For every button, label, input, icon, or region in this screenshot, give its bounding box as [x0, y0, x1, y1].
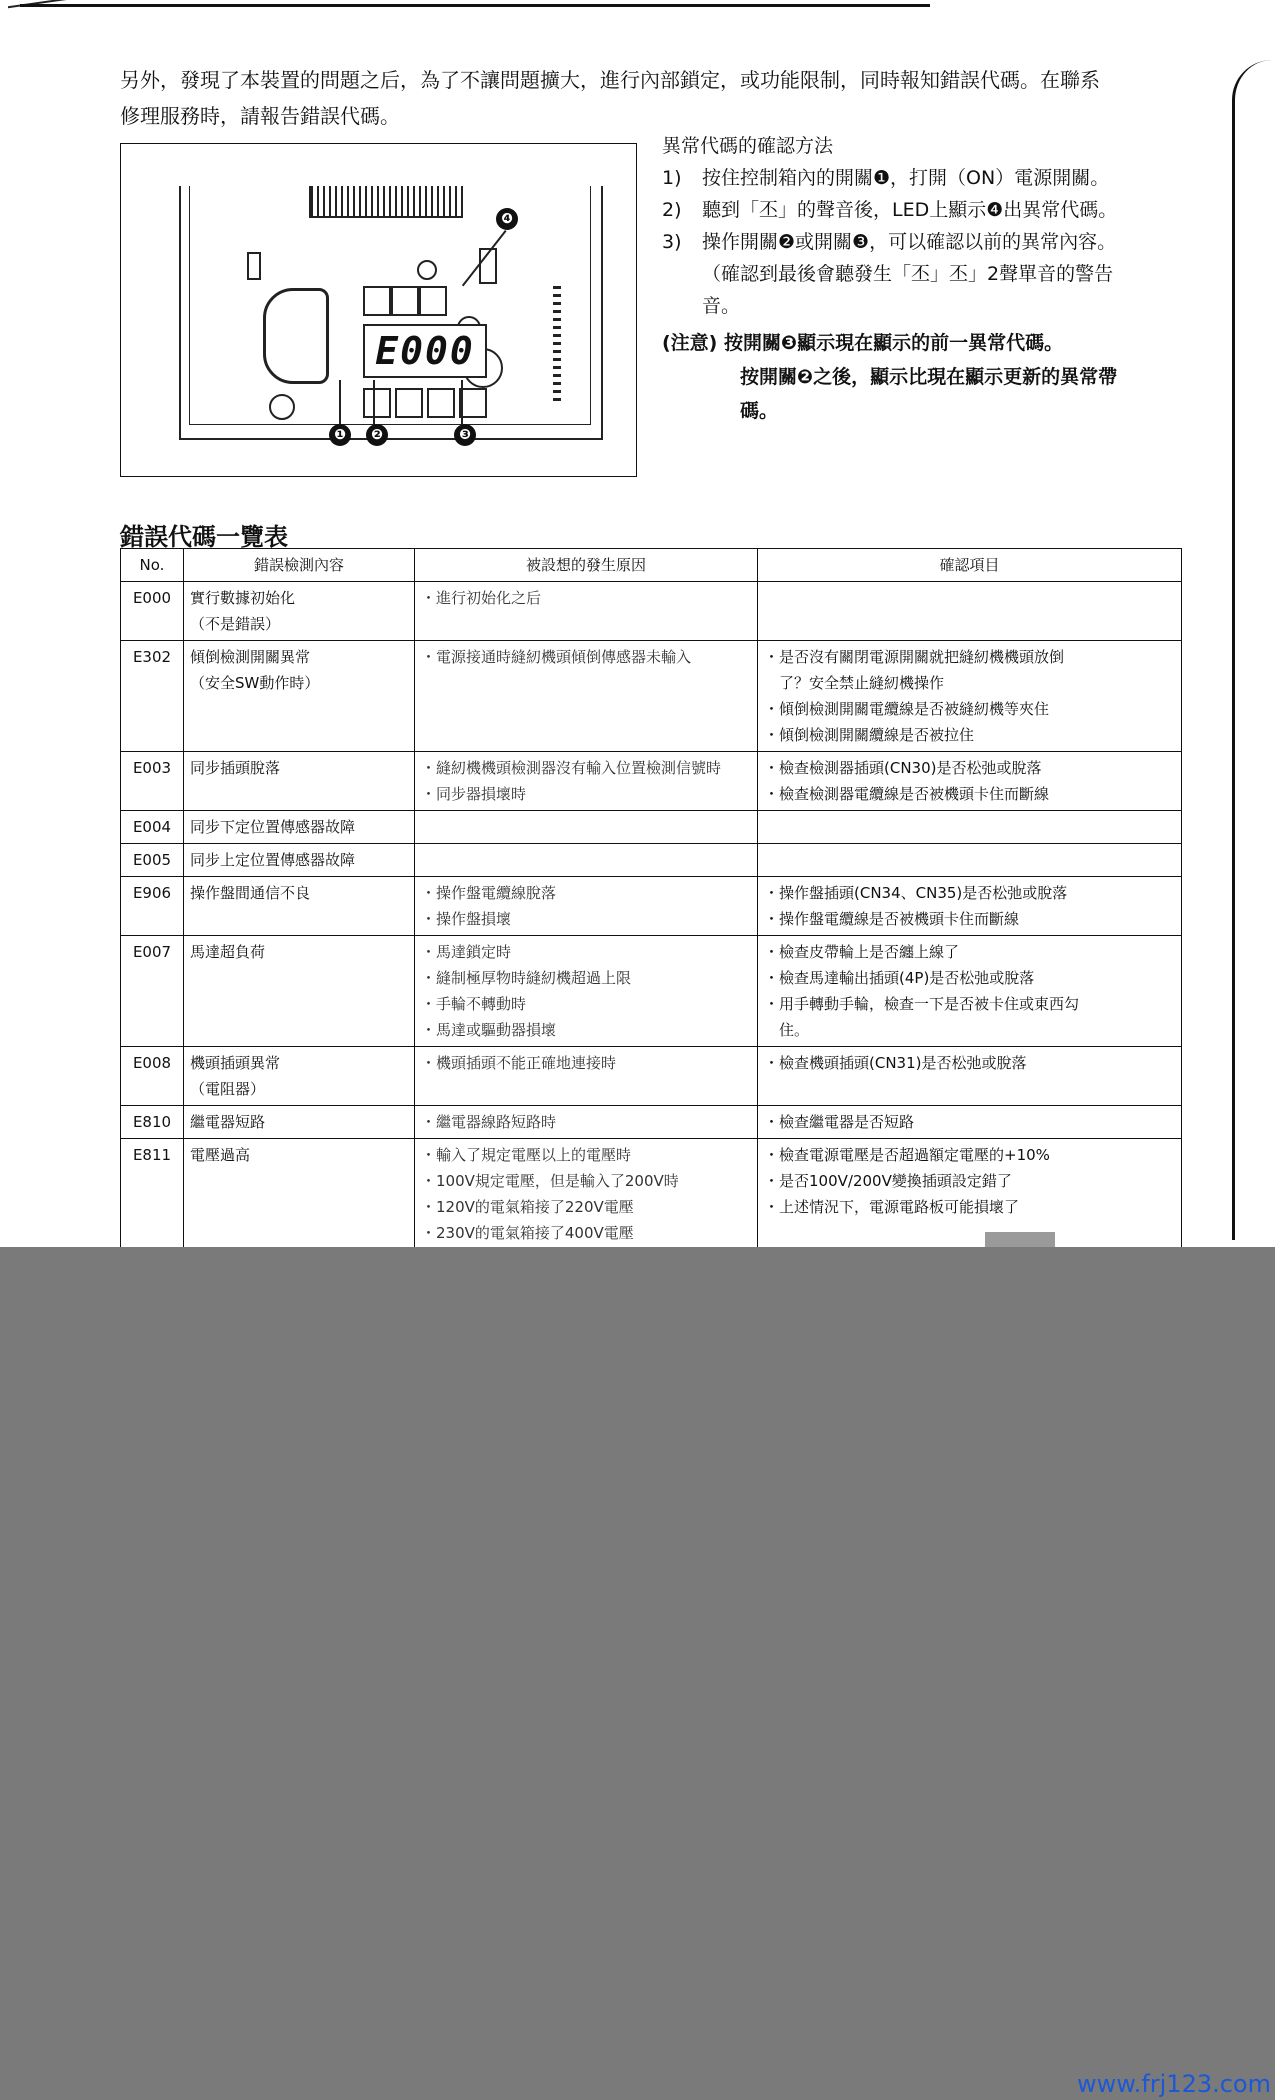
- callout-3: ❸: [454, 424, 476, 446]
- check-items-line: 住。: [764, 1021, 810, 1039]
- error-code: E003: [121, 752, 184, 811]
- error-content-line: 同步上定位置傳感器故障: [190, 851, 356, 869]
- board-key: [363, 286, 391, 316]
- error-code: E906: [121, 877, 184, 936]
- table-header-row: [121, 549, 1182, 582]
- error-check-procedure: [662, 130, 1202, 322]
- error-cause-line: ・繼電器線路短路時: [421, 1113, 557, 1131]
- wire-harness: [263, 288, 329, 384]
- error-content-line: 電壓過高: [190, 1146, 251, 1164]
- check-items: [758, 844, 1182, 877]
- leader-line: [339, 380, 341, 424]
- pin-header: [553, 286, 561, 406]
- error-cause-line: ・馬達鎖定時: [421, 943, 512, 961]
- board-key: [391, 286, 419, 316]
- check-items-line: ・檢查檢測器電纜線是否被機頭卡住而斷線: [764, 785, 1050, 803]
- error-code: E811: [121, 1139, 184, 1250]
- error-content-line: 繼電器短路: [190, 1113, 266, 1131]
- error-content: [184, 582, 415, 641]
- error-cause-line: ・120V的電氣箱接了220V電壓: [421, 1198, 634, 1216]
- check-items-line: ・傾倒檢測開關電纜線是否被縫紉機等夾住: [764, 700, 1050, 718]
- error-content: [184, 1047, 415, 1106]
- callout-4: ❹: [496, 208, 518, 230]
- error-cause: [415, 1139, 758, 1250]
- screw-icon: [269, 394, 295, 420]
- error-cause-line: ・縫制極厚物時縫紉機超過上限: [421, 969, 632, 987]
- scan-gray-area: [0, 1247, 1275, 2100]
- error-content: [184, 936, 415, 1047]
- error-cause-line: ・進行初始化之后: [421, 589, 542, 607]
- intro-paragraph: [120, 62, 1180, 134]
- check-items-line: ・用手轉動手輪，檢查一下是否被卡住或東西勾: [764, 995, 1080, 1013]
- error-code: E004: [121, 811, 184, 844]
- note-line-2: 按開關❷之後，顯示比現在顯示更新的異常帶: [740, 366, 1118, 388]
- check-items: [758, 752, 1182, 811]
- error-code: E007: [121, 936, 184, 1047]
- check-items-line: ・是否沒有關閉電源開關就把縫紉機機頭放倒: [764, 648, 1065, 666]
- section-title: 錯誤代碼一覽表: [120, 523, 288, 551]
- step-3: 3) 操作開關❷或開關❸，可以確認以前的異常內容。: [662, 231, 1117, 253]
- note-line-3: 碼。: [740, 400, 779, 422]
- check-items: [758, 582, 1182, 641]
- error-cause-line: ・操作盤損壞: [421, 910, 512, 928]
- error-cause-line: ・輸入了規定電壓以上的電壓時: [421, 1146, 632, 1164]
- error-cause: [415, 752, 758, 811]
- header-no: No.: [121, 549, 184, 582]
- check-items: [758, 936, 1182, 1047]
- header-cause: 被設想的發生原因: [415, 549, 758, 582]
- board-key: [363, 388, 391, 418]
- error-cause: [415, 1047, 758, 1106]
- check-items-line: ・檢查皮帶輪上是否纏上線了: [764, 943, 960, 961]
- error-content-line: 操作盤間通信不良: [190, 884, 311, 902]
- table-row: [121, 752, 1182, 811]
- control-box-figure: [120, 143, 637, 477]
- error-code: E302: [121, 641, 184, 752]
- board-component: [247, 252, 261, 280]
- led-readout: E000: [375, 329, 475, 373]
- error-content: [184, 877, 415, 936]
- error-cause-line: ・電源接通時縫紉機頭傾倒傳感器未輸入: [421, 648, 692, 666]
- error-cause: [415, 877, 758, 936]
- error-cause: [415, 641, 758, 752]
- error-cause: [415, 1106, 758, 1139]
- error-cause: [415, 936, 758, 1047]
- check-items-line: ・上述情況下，電源電路板可能損壞了: [764, 1198, 1020, 1216]
- error-code-table: [120, 548, 1182, 1309]
- error-content: [184, 844, 415, 877]
- check-items-line: ・是否100V/200V變換插頭設定錯了: [764, 1172, 1012, 1190]
- callout-1: ❶: [329, 424, 351, 446]
- error-content-line: 同步下定位置傳感器故障: [190, 818, 356, 836]
- check-items: [758, 641, 1182, 752]
- check-items: [758, 1047, 1182, 1106]
- error-content-line: （電阻器）: [190, 1080, 266, 1098]
- table-row: [121, 1106, 1182, 1139]
- intro-line-1: 另外，發現了本裝置的問題之后，為了不讓問題擴大，進行內部鎖定，或功能限制，同時報知錯誤代碼。在聯系: [120, 68, 1100, 92]
- error-code: E008: [121, 1047, 184, 1106]
- step-1: 1) 按住控制箱內的開關❶，打開（ON）電源開關。: [662, 167, 1110, 189]
- check-items: [758, 811, 1182, 844]
- step-3-cont: 音。: [702, 295, 741, 317]
- check-items-line: ・檢查檢測器插頭(CN30)是否松弛或脫落: [764, 759, 1042, 777]
- check-items-line: ・操作盤插頭(CN34、CN35)是否松弛或脫落: [764, 884, 1068, 902]
- leader-line: [461, 380, 463, 424]
- switch-2: [427, 388, 455, 418]
- error-content-line: 傾倒檢測開關異常: [190, 648, 311, 666]
- check-items-line: ・檢查機頭插頭(CN31)是否松弛或脫落: [764, 1054, 1027, 1072]
- error-cause-line: ・縫紉機機頭檢測器沒有輸入位置檢測信號時: [421, 759, 722, 777]
- check-items-line: 了？安全禁止縫紉機操作: [764, 674, 945, 692]
- error-cause-line: ・操作盤電纜線脫落: [421, 884, 557, 902]
- step-3-cont: （確認到最後會聽發生「丕」丕」2聲單音的警告: [702, 263, 1114, 285]
- check-items-line: ・操作盤電纜線是否被機頭卡住而斷線: [764, 910, 1020, 928]
- intro-line-2: 修理服務時，請報告錯誤代碼。: [120, 104, 400, 128]
- procedure-title: 異常代碼的確認方法: [662, 135, 834, 157]
- error-content: [184, 1139, 415, 1250]
- check-items-line: ・檢查馬達輸出插頭(4P)是否松弛或脫落: [764, 969, 1035, 987]
- error-cause-line: ・100V規定電壓，但是輸入了200V時: [421, 1172, 679, 1190]
- error-content-line: （安全SW動作時）: [190, 674, 320, 692]
- page-edge-curve: [1232, 60, 1275, 1240]
- table-row: [121, 641, 1182, 752]
- error-content: [184, 1106, 415, 1139]
- error-content-line: 機頭插頭異常: [190, 1054, 281, 1072]
- check-items-line: ・傾倒檢測開關纜線是否被拉住: [764, 726, 975, 744]
- watermark: www.frj123.com: [1077, 2070, 1271, 2098]
- error-content: [184, 752, 415, 811]
- error-cause: [415, 844, 758, 877]
- note-block: [662, 326, 1202, 428]
- check-items-line: ・檢查繼電器是否短路: [764, 1113, 915, 1131]
- error-code: E000: [121, 582, 184, 641]
- error-code: E005: [121, 844, 184, 877]
- error-cause-line: ・機頭插頭不能正確地連接時: [421, 1054, 617, 1072]
- header-check: 確認項目: [758, 549, 1182, 582]
- header-content: 錯誤檢測內容: [184, 549, 415, 582]
- switch-3: [459, 388, 487, 418]
- table-row: [121, 844, 1182, 877]
- error-cause-line: ・同步器損壞時: [421, 785, 527, 803]
- error-cause: [415, 811, 758, 844]
- callout-2: ❷: [366, 424, 388, 446]
- check-items: [758, 877, 1182, 936]
- error-content: [184, 641, 415, 752]
- error-code: E810: [121, 1106, 184, 1139]
- table-row: [121, 1047, 1182, 1106]
- ribbon-connector: [309, 186, 463, 218]
- error-cause: [415, 582, 758, 641]
- error-cause-line: ・230V的電氣箱接了400V電壓: [421, 1224, 634, 1242]
- error-content: [184, 811, 415, 844]
- check-items: [758, 1106, 1182, 1139]
- switch-1: [395, 388, 423, 418]
- step-2: 2) 聽到「丕」的聲音後，LED上顯示❹出異常代碼。: [662, 199, 1118, 221]
- check-items: [758, 1139, 1182, 1250]
- error-content-line: 實行數據初始化: [190, 589, 296, 607]
- error-content-line: 馬達超負荷: [190, 943, 266, 961]
- table-row: [121, 582, 1182, 641]
- error-cause-line: ・手輪不轉動時: [421, 995, 527, 1013]
- leader-line: [373, 380, 375, 424]
- board-key: [419, 286, 447, 316]
- note-line-1: 按開關❸顯示現在顯示的前一異常代碼。: [724, 332, 1064, 354]
- error-content-line: 同步插頭脫落: [190, 759, 281, 777]
- check-items-line: ・檢查電源電壓是否超過額定電壓的+10%: [764, 1146, 1050, 1164]
- top-rule: [20, 4, 930, 7]
- error-cause-line: ・馬達或驅動器損壞: [421, 1021, 557, 1039]
- table-row: [121, 936, 1182, 1047]
- error-content-line: （不是錯誤）: [190, 615, 281, 633]
- circuit-board: [179, 186, 603, 440]
- led-display: [363, 324, 487, 378]
- capacitor-icon: [417, 260, 437, 280]
- table-row: [121, 811, 1182, 844]
- note-label: (注意): [662, 332, 718, 354]
- table-row: [121, 877, 1182, 936]
